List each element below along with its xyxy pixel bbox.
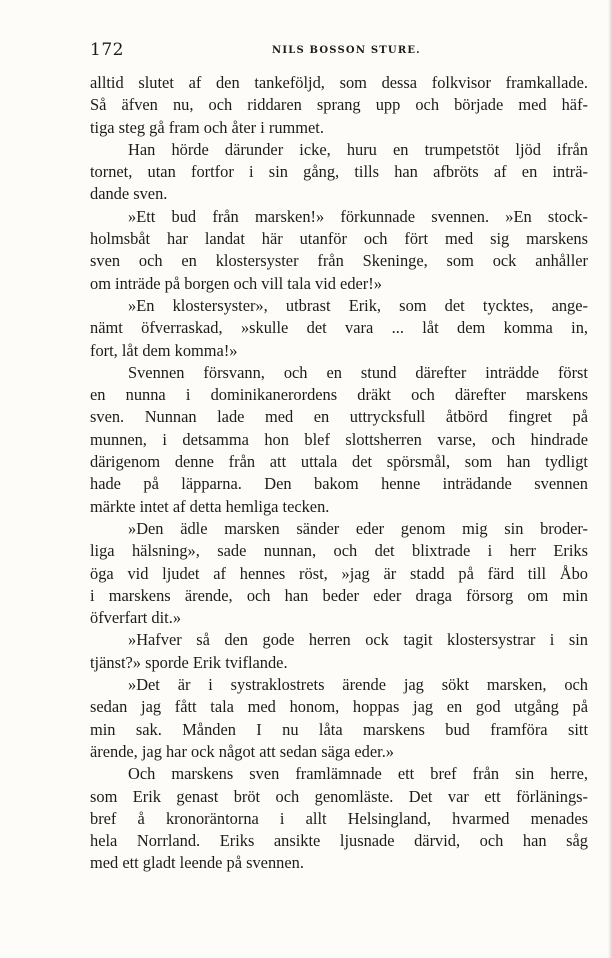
text-line: alltid slutet af den tankeföljd, som dessa folkvisor framkallade. <box>90 73 588 92</box>
text-line: märkte intet af detta hemliga tecken. <box>90 496 330 516</box>
text-line: Så äfven nu, och riddaren sprang upp och började med häf- <box>90 95 588 115</box>
text-line: sven. Nunnan lade med en uttrycksfull åtbörd fingret på <box>90 407 588 427</box>
text-line: i marskens ärende, och han beder eder draga försorg om min <box>90 585 588 605</box>
text-line: Och marskens sven framlämnade ett bref från sin herre, <box>128 764 588 784</box>
text-line: ärende, jag har ock något att sedan säga eder.» <box>90 741 395 761</box>
text-line: hade på läpparna. Den bakom henne inträdande svennen <box>90 474 588 494</box>
running-title: NILS BOSSON STURE. <box>272 45 421 56</box>
text-line: »En klostersyster», utbrast Erik, som det tycktes, ange- <box>128 295 588 315</box>
text-line: min sak. Månden I nu låta marskens bud framföra sitt <box>90 719 588 739</box>
text-line: Han hörde därunder icke, huru en trumpetstöt ljöd ifrån <box>128 139 588 159</box>
text-line: bref å kronoräntorna i allt Helsingland, hvarmed menades <box>90 808 588 828</box>
text-line: därigenom denne från att uttala det spörsmål, som han tydligt <box>90 452 588 472</box>
text-line: munnen, i detsamma hon blef slottsherren varse, och hindrade <box>90 429 588 449</box>
text-line: sven och en klostersyster från Skeninge, som ock anhåller <box>90 251 588 271</box>
text-line: liga hälsning», sade nunnan, och det blixtrade i herr Eriks <box>90 541 588 561</box>
text-line: öfverfart dit.» <box>90 608 182 628</box>
text-line: öga vid ljudet af hennes röst, »jag är stadd på färd till Åbo <box>90 563 588 583</box>
text-line: fort, låt dem komma!» <box>90 340 238 360</box>
text-line: »Ett bud från marsken!» förkunnade svennen. »En stock- <box>128 206 588 226</box>
text-line: sedan jag fått tala med honom, hoppas jag en god utgång på <box>90 697 588 717</box>
text-line: »Hafver så den gode herren ock tagit klostersystrar i sin <box>128 630 588 650</box>
text-line: som Erik genast bröt och genomläste. Det var ett förlänings- <box>90 786 588 806</box>
body-text <box>90 72 588 875</box>
text-line: tjänst?» sporde Erik tviflande. <box>90 652 288 672</box>
text-line: »Den ädle marsken sänder eder genom mig sin broder- <box>128 518 588 538</box>
page-number: 172 <box>90 40 124 60</box>
text-line: om inträde på borgen och vill tala vid eder!» <box>90 273 382 293</box>
text-line: tornet, utan fortfor i sin gång, tills han afbröts af en inträ- <box>90 162 588 182</box>
text-line: med ett gladt leende på svennen. <box>90 853 304 873</box>
text-line: hela Norrland. Eriks ansikte ljusnade därvid, och han såg <box>90 831 588 851</box>
text-line: nämt öfverraskad, »skulle det vara ... låt dem komma in, <box>90 318 588 338</box>
page-header <box>90 40 590 66</box>
text-line: Svennen försvann, och en stund därefter inträdde först <box>128 362 588 382</box>
text-line: dande sven. <box>90 184 168 204</box>
text-line: en nunna i dominikanerordens dräkt och därefter marskens <box>90 385 588 405</box>
text-line: tiga steg gå fram och åter i rummet. <box>90 117 324 137</box>
text-line: »Det är i systraklostrets ärende jag sökt marsken, och <box>128 675 588 695</box>
page-edge-shadow <box>608 0 612 958</box>
text-line: holmsbåt har landat här utanför och fört med sig marskens <box>90 229 588 249</box>
